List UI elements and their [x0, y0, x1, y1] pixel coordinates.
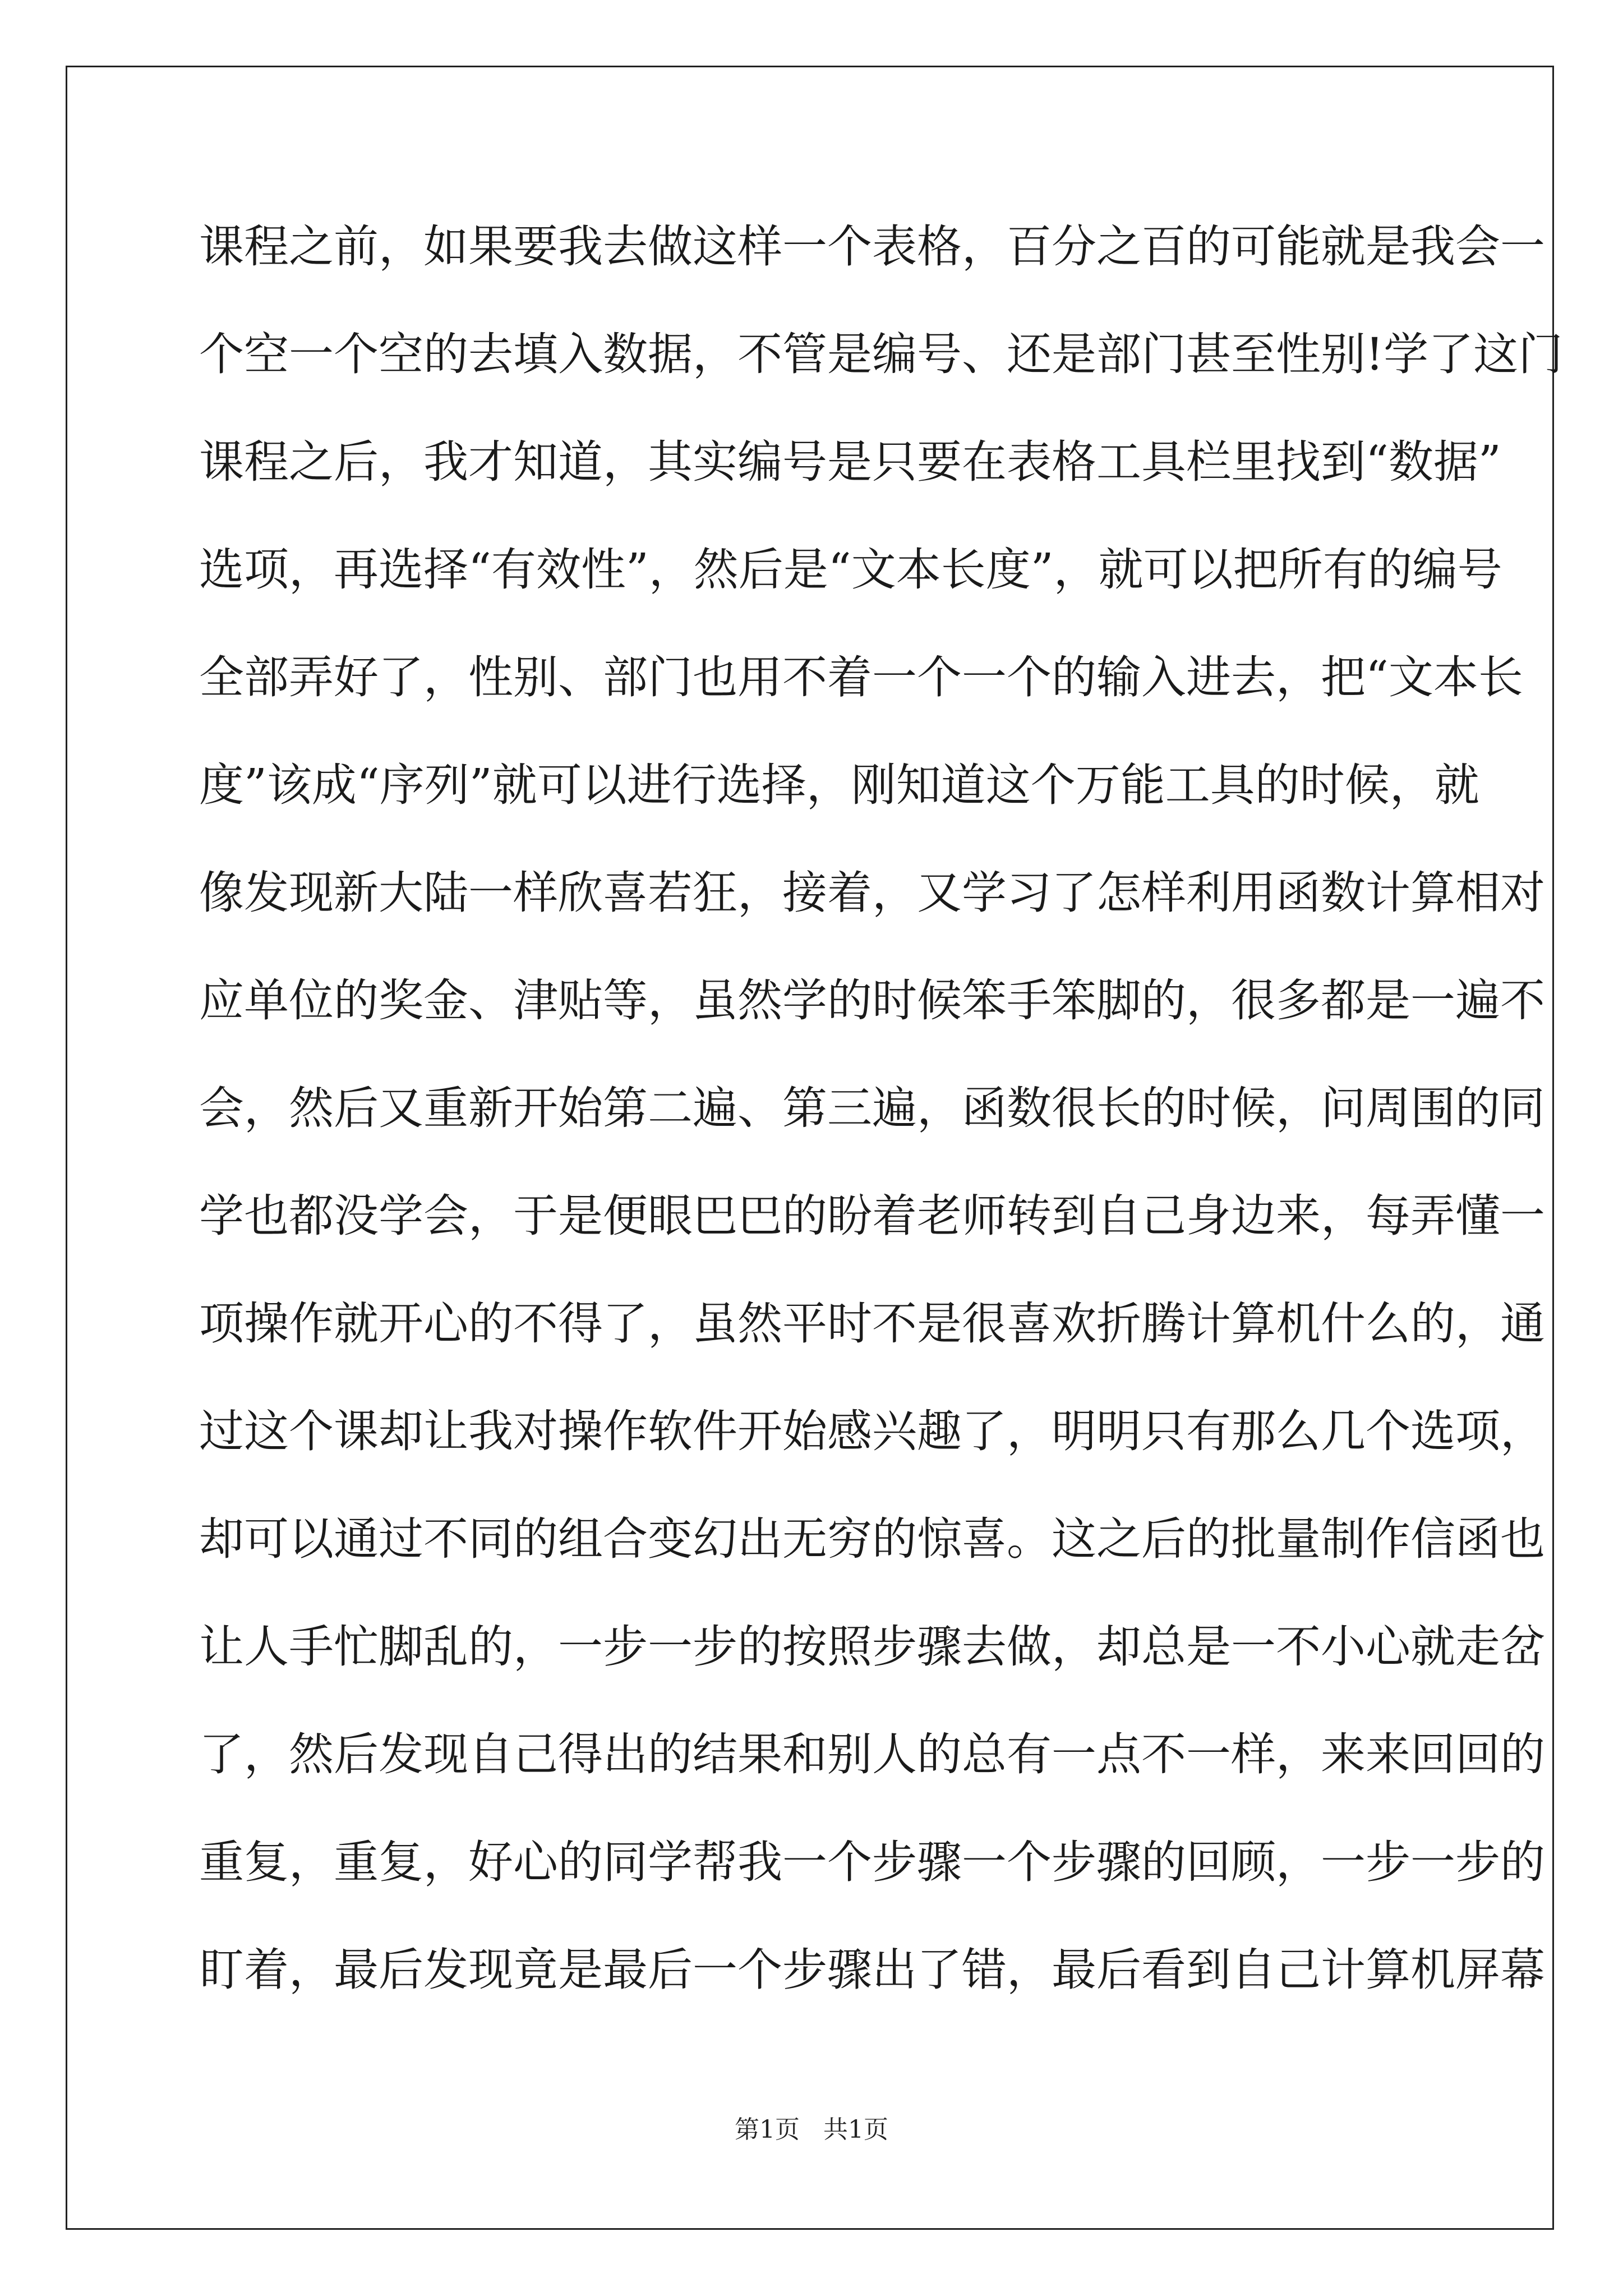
body-line: 让人手忙脚乱的，一步一步的按照步骤去做，却总是一不小心就走岔: [199, 1621, 1545, 1673]
page-footer: [0, 2109, 1623, 2145]
body-line: 了，然后发现自己得出的结果和别人的总有一点不一样，来来回回的: [199, 1728, 1545, 1780]
body-line: 盯着，最后发现竟是最后一个步骤出了错，最后看到自己计算机屏幕: [199, 1944, 1545, 1996]
body-line: 度”该成“序列”就可以进行选择，刚知道这个万能工具的时候，就: [199, 759, 1479, 811]
body-line: 全部弄好了，性别、部门也用不着一个一个的输入进去，把“文本长: [199, 651, 1523, 703]
body-line: 应单位的奖金、津贴等，虽然学的时候笨手笨脚的，很多都是一遍不: [199, 974, 1545, 1027]
body-line: 课程之前，如果要我去做这样一个表格，百分之百的可能就是我会一: [199, 220, 1545, 273]
body-line: 个空一个空的去填入数据，不管是编号、还是部门甚至性别!学了这门: [199, 328, 1564, 380]
body-line: 像发现新大陆一样欣喜若狂，接着，又学习了怎样利用函数计算相对: [199, 867, 1545, 919]
document-body: [199, 213, 1564, 2044]
body-line: 重复，重复，好心的同学帮我一个步骤一个步骤的回顾，一步一步的: [199, 1836, 1545, 1888]
body-line: 过这个课却让我对操作软件开始感兴趣了，明明只有那么几个选项，: [199, 1405, 1545, 1457]
page-number: 第1页: [735, 2115, 800, 2144]
body-line: 课程之后，我才知道，其实编号是只要在表格工具栏里找到“数据”: [199, 436, 1501, 488]
body-line: 会，然后又重新开始第二遍、第三遍，函数很长的时候，问周围的同: [199, 1082, 1545, 1134]
body-line: 却可以通过不同的组合变幻出无穷的惊喜。这之后的批量制作信函也: [199, 1513, 1545, 1565]
body-line: 学也都没学会，于是便眼巴巴的盼着老师转到自己身边来，每弄懂一: [199, 1190, 1545, 1242]
page-total: 共1页: [823, 2115, 888, 2144]
body-line: 选项，再选择“有效性”，然后是“文本长度”，就可以把所有的编号: [199, 544, 1502, 596]
body-line: 项操作就开心的不得了，虽然平时不是很喜欢折腾计算机什么的，通: [199, 1297, 1545, 1350]
